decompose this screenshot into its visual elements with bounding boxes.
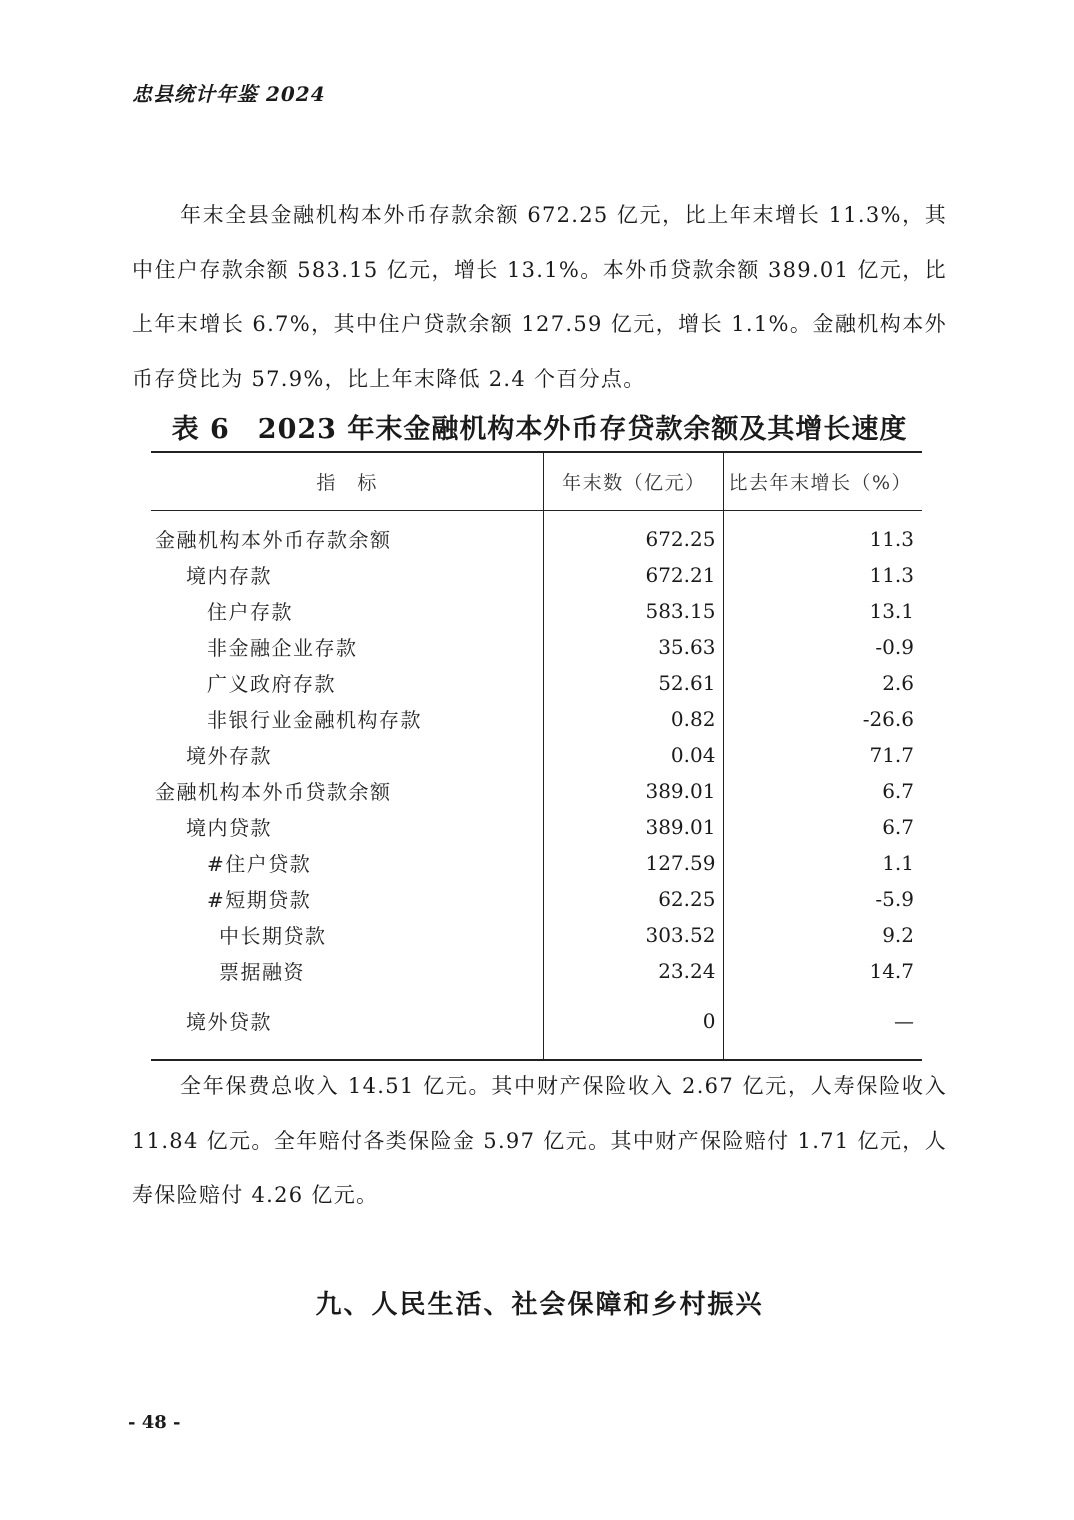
row-growth: 1.1 xyxy=(724,845,922,881)
row-value: 389.01 xyxy=(544,773,724,809)
row-growth: 2.6 xyxy=(724,665,922,701)
table-row xyxy=(151,773,922,809)
row-growth: 13.1 xyxy=(724,593,922,629)
row-label: 金融机构本外币存款余额 xyxy=(155,528,392,552)
table-row xyxy=(151,989,922,1060)
table-header-row xyxy=(151,452,922,510)
row-label: #住户贷款 xyxy=(207,852,312,876)
row-value: 127.59 xyxy=(544,845,724,881)
row-value: 672.21 xyxy=(544,557,724,593)
table-title: 表 6 2023 年末金融机构本外币存贷款余额及其增长速度 xyxy=(171,414,908,445)
row-value: 0.04 xyxy=(544,737,724,773)
row-value: 303.52 xyxy=(544,917,724,953)
table-row xyxy=(151,881,922,917)
row-value: 62.25 xyxy=(544,881,724,917)
row-label: 境外存款 xyxy=(186,744,272,768)
table-row xyxy=(151,629,922,665)
row-growth: — xyxy=(724,989,922,1060)
table-row xyxy=(151,593,922,629)
deposit-loan-table xyxy=(151,451,922,1061)
row-growth: 9.2 xyxy=(724,917,922,953)
table-row xyxy=(151,737,922,773)
row-value: 583.15 xyxy=(544,593,724,629)
running-header: 忠县统计年鉴 2024 xyxy=(132,82,326,106)
row-growth: 6.7 xyxy=(724,809,922,845)
row-label: 境外贷款 xyxy=(186,1010,272,1034)
row-value: 672.25 xyxy=(544,510,724,557)
row-growth: 71.7 xyxy=(724,737,922,773)
row-growth: -26.6 xyxy=(724,701,922,737)
row-label: #短期贷款 xyxy=(207,888,312,912)
table-row xyxy=(151,917,922,953)
row-value: 35.63 xyxy=(544,629,724,665)
row-growth: 6.7 xyxy=(724,773,922,809)
row-value: 52.61 xyxy=(544,665,724,701)
header-indicator: 指 标 xyxy=(151,452,544,510)
row-growth: 14.7 xyxy=(724,953,922,989)
row-label: 住户存款 xyxy=(207,600,293,624)
table-row xyxy=(151,845,922,881)
row-value: 23.24 xyxy=(544,953,724,989)
row-value: 0 xyxy=(544,989,724,1060)
page-number: - 48 - xyxy=(128,1412,181,1433)
row-growth: -5.9 xyxy=(724,881,922,917)
paragraph-deposits-loans: 年末全县金融机构本外币存款余额 672.25 亿元，比上年末增长 11.3%，其中住户存款余额 583.15 亿元，增长 13.1%。本外币贷款余额 389.01 亿元，比上年末增长 6.7%，其中住户贷款余额 127.59 亿元，增长 1.1%。金融机构本外币存贷比为 57.9%，比上年末降低 2.4 个百分点。 xyxy=(132,203,947,391)
row-value: 389.01 xyxy=(544,809,724,845)
row-label: 非银行业金融机构存款 xyxy=(207,708,422,732)
header-growth: 比去年末增长（%） xyxy=(724,452,922,510)
table-row xyxy=(151,701,922,737)
row-label: 金融机构本外币贷款余额 xyxy=(155,780,392,804)
section-heading: 九、人民生活、社会保障和乡村振兴 xyxy=(315,1290,764,1320)
row-label: 广义政府存款 xyxy=(207,672,336,696)
table-row xyxy=(151,665,922,701)
row-growth: -0.9 xyxy=(724,629,922,665)
header-year-end: 年末数（亿元） xyxy=(544,452,724,510)
row-label: 境内存款 xyxy=(186,564,272,588)
row-label: 境内贷款 xyxy=(186,816,272,840)
table-row xyxy=(151,809,922,845)
table-row xyxy=(151,510,922,557)
row-growth: 11.3 xyxy=(724,557,922,593)
row-value: 0.82 xyxy=(544,701,724,737)
table-row xyxy=(151,953,922,989)
row-label: 票据融资 xyxy=(219,960,305,984)
row-label: 中长期贷款 xyxy=(219,924,327,948)
row-growth: 11.3 xyxy=(724,510,922,557)
table-row xyxy=(151,557,922,593)
paragraph-insurance: 全年保费总收入 14.51 亿元。其中财产保险收入 2.67 亿元，人寿保险收入 11.84 亿元。全年赔付各类保险金 5.97 亿元。其中财产保险赔付 1.71 亿元，人寿保险赔付 4.26 亿元。 xyxy=(132,1074,947,1207)
row-label: 非金融企业存款 xyxy=(207,636,358,660)
